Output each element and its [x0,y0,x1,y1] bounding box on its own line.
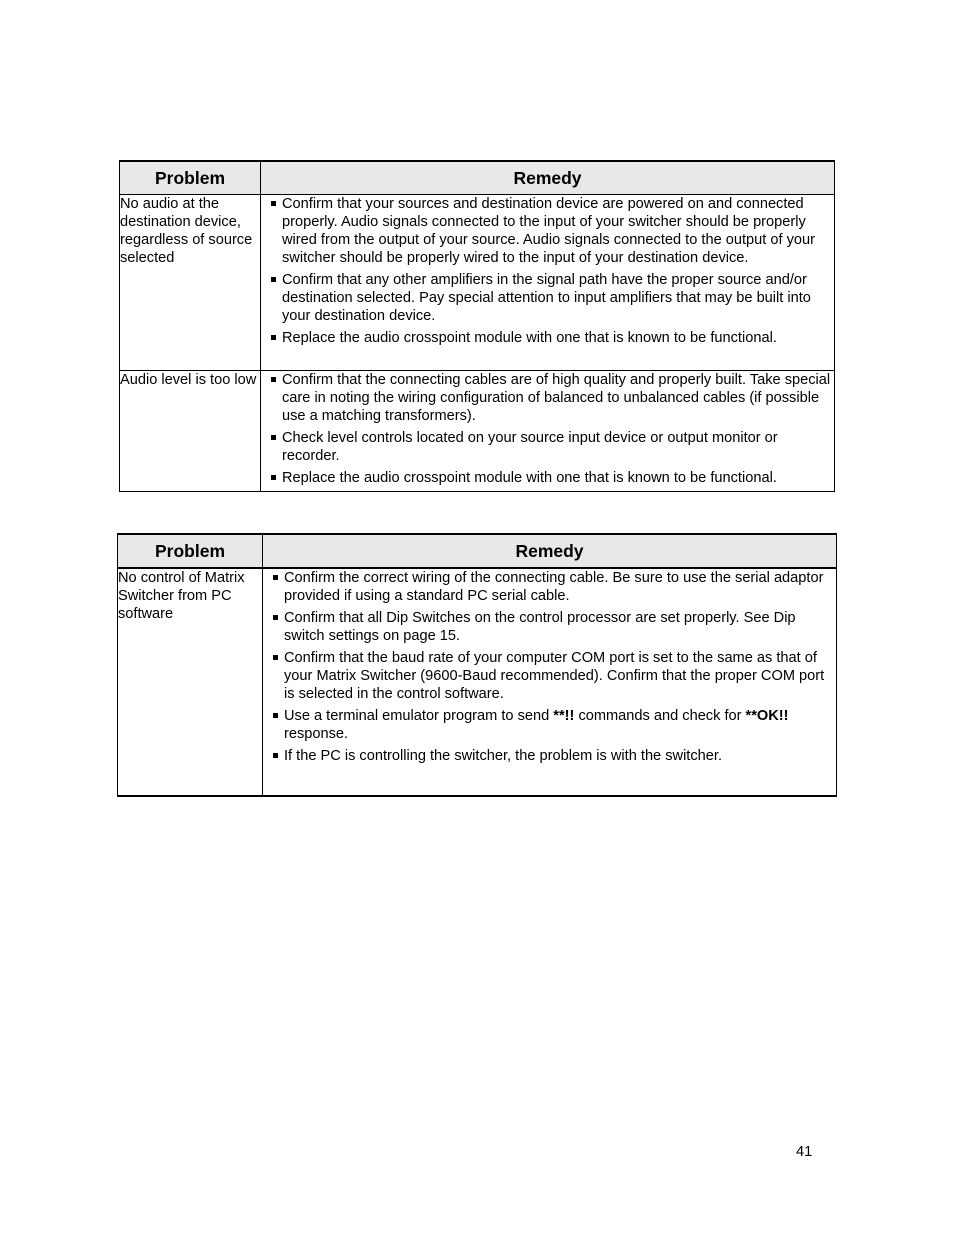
troubleshooting-table-audio [119,160,835,492]
table-row [120,371,835,492]
table-row [120,195,835,371]
remedy-text: response. [284,726,349,742]
page-number: 41 [796,1144,813,1160]
remedy-item: Confirm that the baud rate of your computer COM port is set to the same as that of your Matrix Switcher (9600-Baud recommended). Confirm that the proper COM port is selected in the control software. [263,649,836,703]
problem-cell: No audio at the destination device, regardless of source selected [120,195,261,371]
remedy-list [263,569,836,765]
remedy-cell [263,568,837,796]
remedy-item: Replace the audio crosspoint module with one that is known to be functional. [261,329,834,347]
remedy-text: Use a terminal emulator program to send [284,708,554,724]
table-row [118,568,837,796]
remedy-item: Confirm that the connecting cables are of high quality and properly built. Take special care in noting the wiring configuration of balanced to unbalanced cables (if possible use a matching transformers). [261,371,834,425]
remedy-item: Confirm the correct wiring of the connecting cable. Be sure to use the serial adaptor provided if using a standard PC serial cable. [263,569,836,605]
remedy-item: Confirm that your sources and destination device are powered on and connected properly. Audio signals connected to the input of your switcher should be properly wired from the output of your source. Audio signals connected to the output of your switcher should be properly wired to the input of your destination device. [261,195,834,267]
problem-cell: Audio level is too low [120,371,261,492]
remedy-text: commands and check for [574,708,746,724]
response-text: **OK!! [745,708,789,724]
remedy-column-header: Remedy [263,534,837,568]
command-text: **!! [553,708,575,724]
troubleshooting-table-control [117,533,837,797]
remedy-item: Replace the audio crosspoint module with one that is known to be functional. [261,469,834,487]
table-header-row [120,161,835,195]
remedy-column-header: Remedy [261,161,835,195]
remedy-cell [261,371,835,492]
remedy-list [261,195,834,347]
remedy-item: Confirm that any other amplifiers in the signal path have the proper source and/or destination selected. Pay special attention to input amplifiers that may be built into your destination device. [261,271,834,325]
table-header-row [118,534,837,568]
remedy-item: Check level controls located on your source input device or output monitor or recorder. [261,429,834,465]
problem-column-header: Problem [118,534,263,568]
remedy-item: If the PC is controlling the switcher, the problem is with the switcher. [263,747,836,765]
remedy-item: Confirm that all Dip Switches on the control processor are set properly. See Dip switch settings on page 15. [263,609,836,645]
problem-column-header: Problem [120,161,261,195]
remedy-cell [261,195,835,371]
remedy-item [263,707,836,743]
problem-cell: No control of Matrix Switcher from PC software [118,568,263,796]
remedy-list [261,371,834,487]
